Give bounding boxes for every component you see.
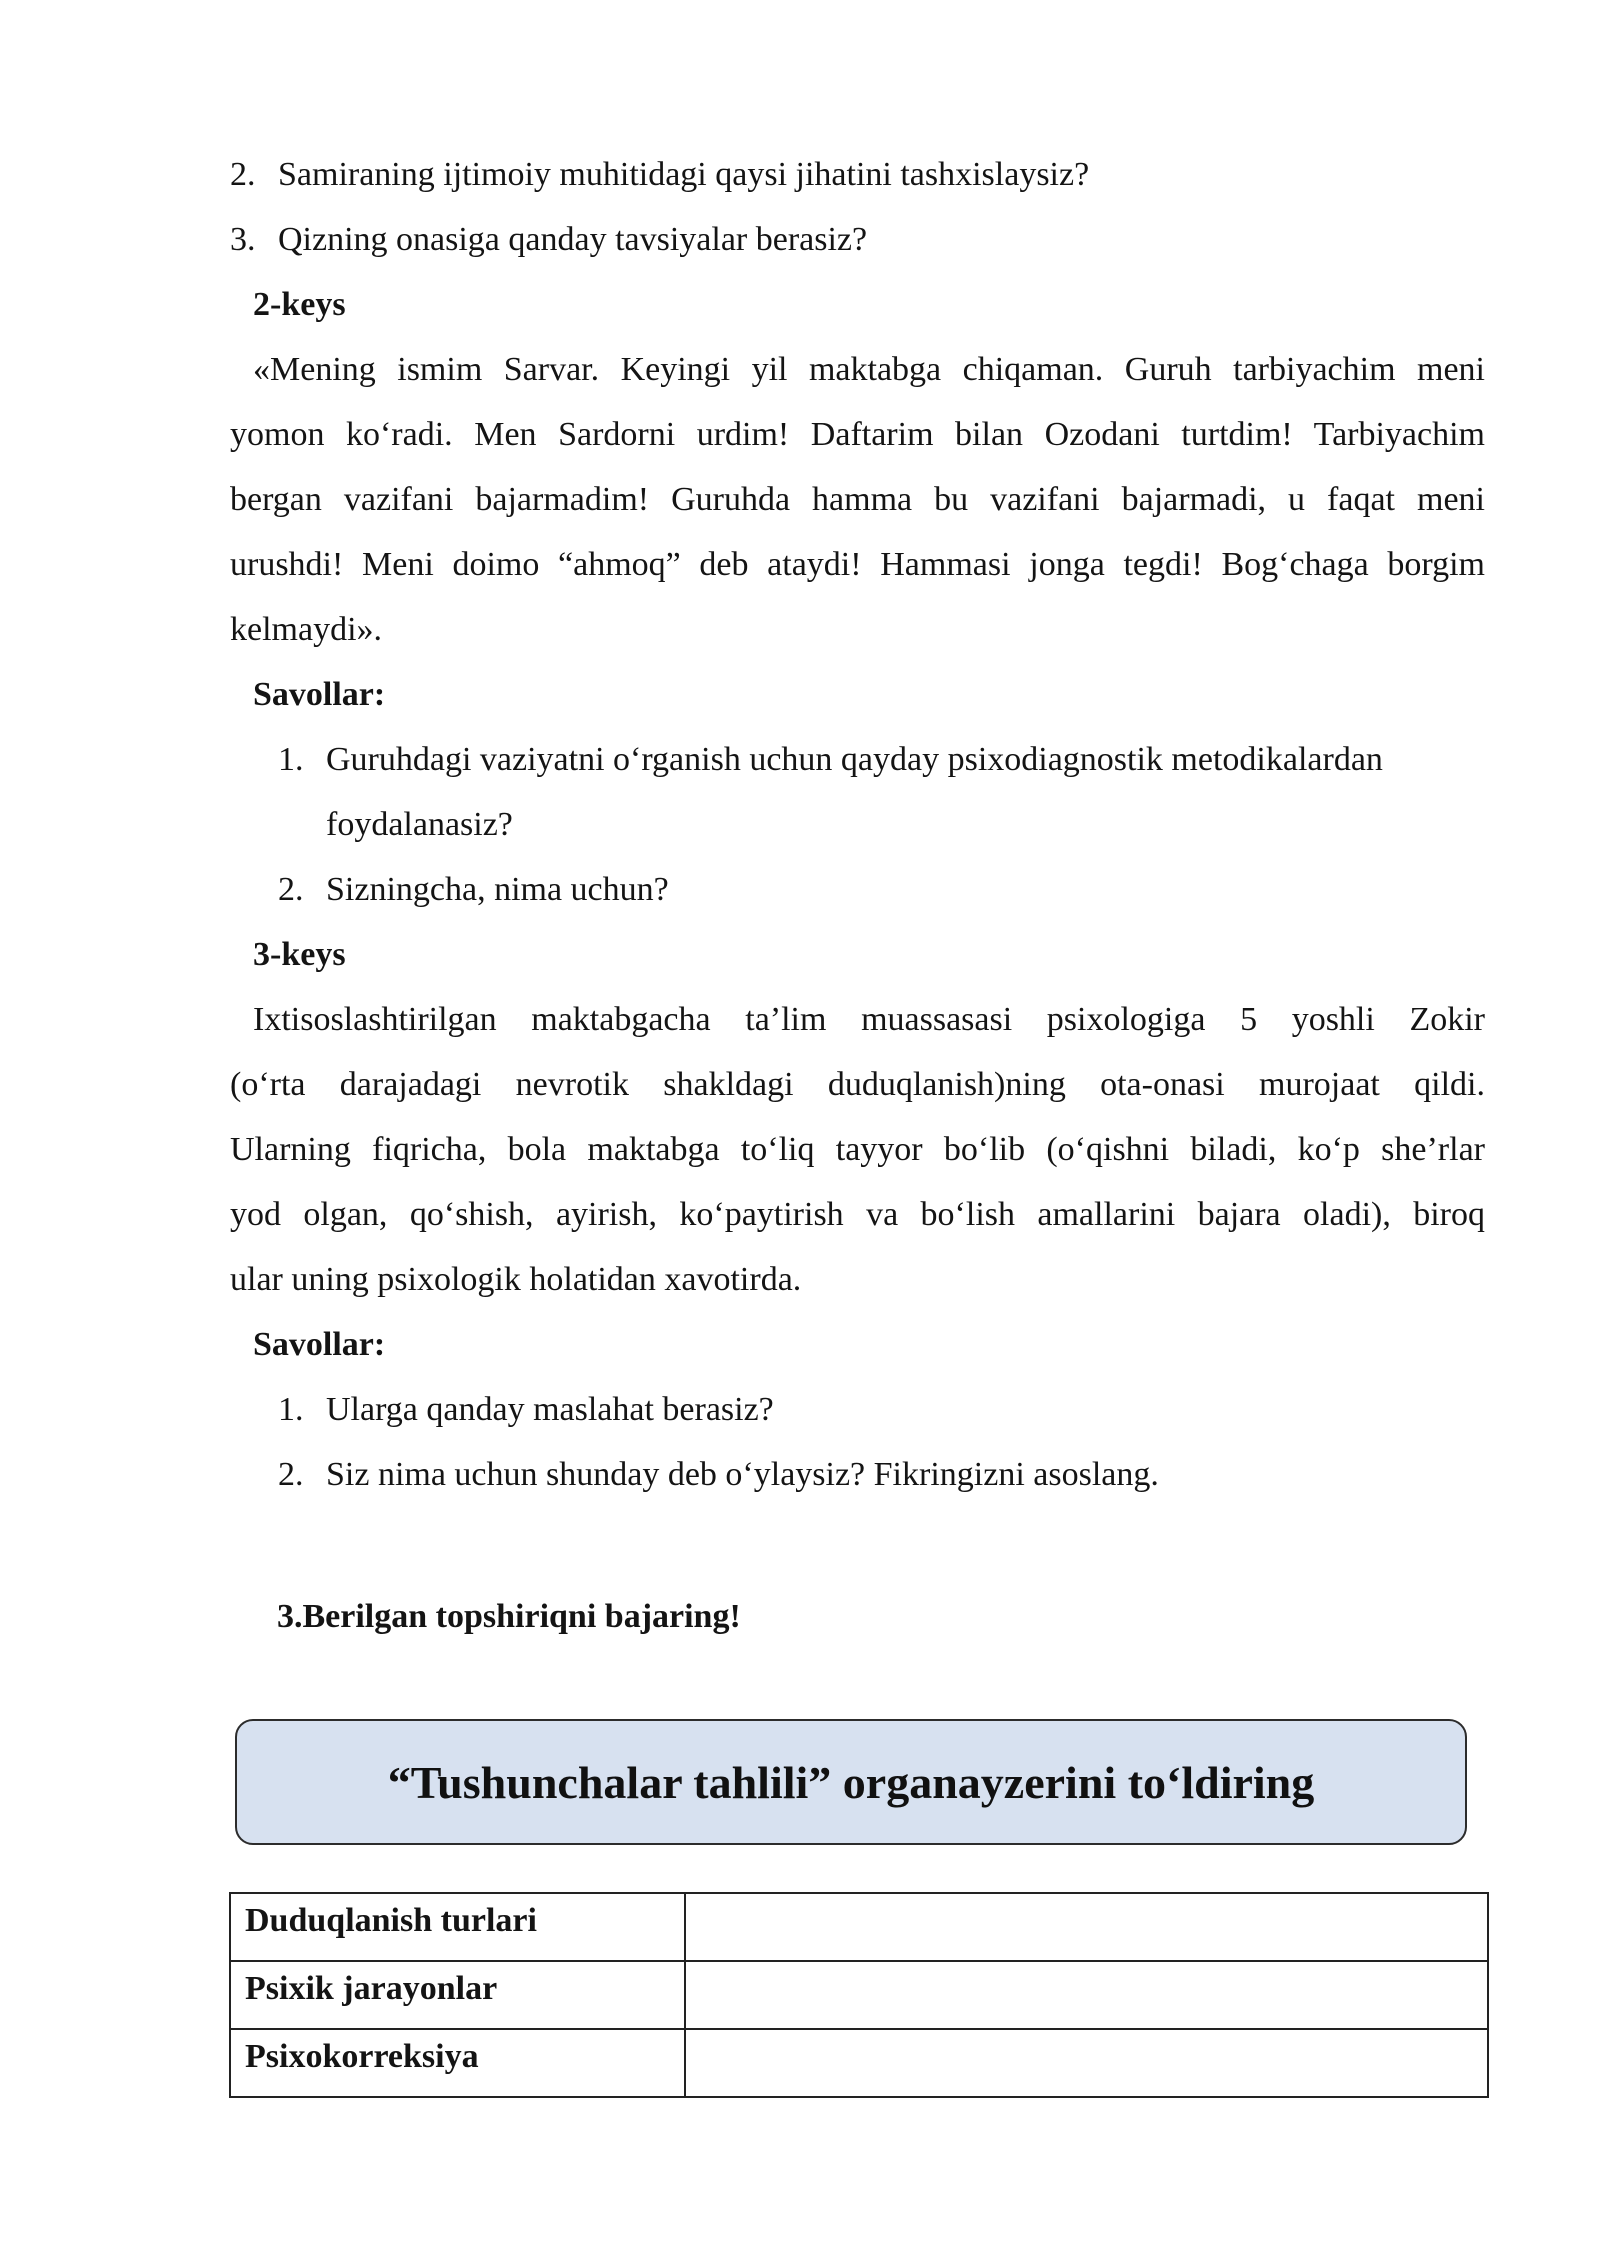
term-cell: Psixokorreksiya [230, 2029, 685, 2097]
case2-paragraph-line: kelmaydi». [230, 611, 383, 648]
case2-heading: 2-keys [253, 286, 346, 323]
question-text: Ularga qanday maslahat berasiz? [326, 1391, 774, 1428]
case3-heading: 3-keys [253, 936, 346, 973]
answer-cell[interactable] [685, 2029, 1488, 2097]
organizer-table [229, 1892, 1489, 2098]
table-row [230, 1893, 1488, 1961]
question-text: Sizningcha, nima uchun? [326, 871, 669, 908]
table-row [230, 2029, 1488, 2097]
case2-questions-label: Savollar: [253, 676, 386, 713]
case3-paragraph-line: Ularning fiqricha, bola maktabga to‘liq tayyor bo‘lib (o‘qishni biladi, ko‘p she’rlar [230, 1131, 1485, 1168]
case2-question-1 [278, 740, 1383, 780]
case1-question-3 [230, 220, 867, 260]
question-text: Samiraning ijtimoiy muhitidagi qaysi jihatini tashxislaysiz? [278, 156, 1090, 193]
answer-cell[interactable] [685, 1961, 1488, 2029]
answer-cell[interactable] [685, 1893, 1488, 1961]
term-cell: Duduqlanish turlari [230, 1893, 685, 1961]
case2-question-1-continued: foydalanasiz? [326, 806, 513, 843]
question-number: 1. [278, 741, 304, 778]
case3-paragraph-line: yod olgan, qo‘shish, ayirish, ko‘paytirish va bo‘lish amallarini bajara oladi), biroq [230, 1196, 1485, 1233]
question-number: 1. [278, 1391, 304, 1428]
question-number: 2. [278, 1456, 304, 1493]
case2-question-2 [278, 870, 669, 910]
case2-paragraph-line: urushdi! Meni doimo “ahmoq” deb ataydi! Hammasi jonga tegdi! Bog‘chaga borgim [230, 546, 1485, 583]
term-cell: Psixik jarayonlar [230, 1961, 685, 2029]
question-number: 2. [278, 871, 304, 908]
case1-question-2 [230, 155, 1089, 195]
case3-questions-label: Savollar: [253, 1326, 386, 1363]
question-text: Siz nima uchun shunday deb o‘ylaysiz? Fikringizni asoslang. [326, 1456, 1159, 1493]
case2-paragraph-line: «Mening ismim Sarvar. Keyingi yil maktabga chiqaman. Guruh tarbiyachim meni [253, 351, 1485, 388]
case3-paragraph-line: Ixtisoslashtirilgan maktabgacha ta’lim muassasasi psixologiga 5 yoshli Zokir [253, 1001, 1485, 1038]
question-number: 3. [230, 221, 256, 258]
organizer-title-box [235, 1719, 1467, 1845]
case3-question-1 [278, 1390, 774, 1430]
question-text: Qizning onasiga qanday tavsiyalar berasiz? [278, 221, 868, 258]
case3-paragraph-line: ular uning psixologik holatidan xavotirda. [230, 1261, 802, 1298]
table-row [230, 1961, 1488, 2029]
case3-paragraph-line: (o‘rta darajadagi nevrotik shakldagi duduqlanish)ning ota-onasi murojaat qildi. [230, 1066, 1485, 1103]
case3-question-2 [278, 1455, 1159, 1495]
case2-paragraph-line: yomon ko‘radi. Men Sardorni urdim! Daftarim bilan Ozodani turtdim! Tarbiyachim [230, 416, 1485, 453]
question-text: Guruhdagi vaziyatni o‘rganish uchun qayday psixodiagnostik metodikalardan [326, 741, 1383, 778]
question-number: 2. [230, 156, 256, 193]
case2-paragraph-line: bergan vazifani bajarmadim! Guruhda hamma bu vazifani bajarmadi, u faqat meni [230, 481, 1485, 518]
task-heading: 3.Berilgan topshiriqni bajaring! [277, 1598, 741, 1635]
organizer-title: “Tushunchalar tahlili” organayzerini to‘ldiring [387, 1756, 1315, 1808]
